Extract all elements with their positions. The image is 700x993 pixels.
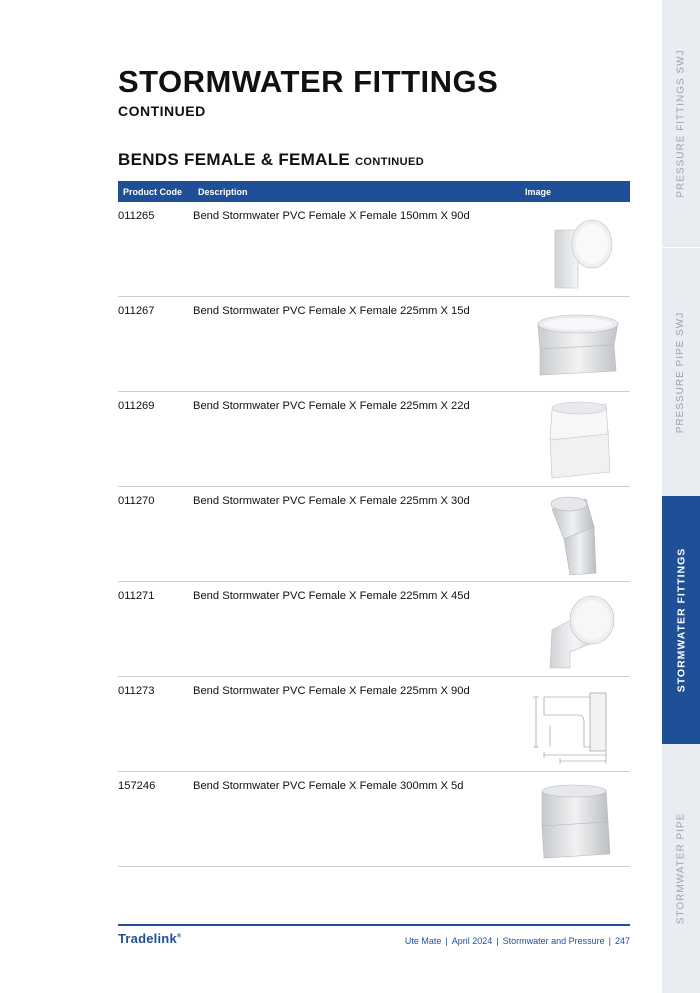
product-code: 157246 (118, 780, 156, 792)
bend-15-image (530, 305, 625, 385)
product-description: Bend Stormwater PVC Female X Female 225mm X 90d (193, 685, 470, 697)
bend-45-image (530, 590, 625, 670)
tab-label: PRESSURE FITTINGS SWJ (675, 49, 687, 198)
table-header (118, 181, 630, 202)
tab-pressure-pipe-swj[interactable] (662, 248, 700, 496)
product-description: Bend Stormwater PVC Female X Female 225mm X 30d (193, 495, 470, 507)
product-code: 011269 (118, 400, 155, 412)
bend-5-image (530, 780, 625, 860)
logo-mark: ® (176, 933, 182, 940)
logo-text: Tradelink (118, 931, 177, 946)
footer-category: Stormwater and Pressure (502, 936, 605, 946)
tab-label: STORMWATER FITTINGS (675, 547, 688, 693)
table-row (118, 487, 630, 582)
tab-pressure-fittings-swj[interactable] (662, 0, 700, 247)
product-code: 011271 (118, 590, 155, 602)
section-title: BENDS FEMALE & FEMALE (118, 150, 351, 169)
product-description: Bend Stormwater PVC Female X Female 300mm X 5d (193, 780, 464, 792)
tab-label: STORMWATER PIPE (675, 812, 687, 925)
tab-stormwater-fittings[interactable] (662, 496, 700, 744)
footer-info: Ute Mate | April 2024 | Stormwater and Pressure | 247 (404, 936, 630, 946)
section-tabs (662, 0, 700, 993)
page-title: STORMWATER FITTINGS (118, 64, 499, 99)
header-image: Image (525, 187, 552, 197)
product-code: 011267 (118, 305, 155, 317)
product-code: 011273 (118, 685, 155, 697)
product-description: Bend Stormwater PVC Female X Female 225mm X 22d (193, 400, 470, 412)
elbow-90-diagram-image (530, 685, 625, 765)
table-row (118, 677, 630, 772)
product-description: Bend Stormwater PVC Female X Female 225mm X 45d (193, 590, 470, 602)
table-row (118, 297, 630, 392)
product-code: 011265 (118, 210, 155, 222)
page-subtitle: CONTINUED (118, 103, 206, 119)
tab-label: PRESSURE PIPE SWJ (675, 311, 687, 433)
bend-30-image (530, 495, 625, 575)
footer-divider (118, 924, 630, 926)
product-code: 011270 (118, 495, 155, 507)
section-suffix: CONTINUED (355, 156, 425, 168)
elbow-90-image (530, 210, 625, 290)
footer-product: Ute Mate (404, 936, 442, 946)
product-table (118, 181, 630, 867)
page-number: 247 (614, 936, 630, 946)
section-heading (118, 150, 424, 170)
table-row (118, 392, 630, 487)
product-description: Bend Stormwater PVC Female X Female 150mm X 90d (193, 210, 470, 222)
footer-date: April 2024 (451, 936, 493, 946)
tab-stormwater-pipe[interactable] (662, 744, 700, 993)
tradelink-logo (118, 931, 182, 946)
header-description: Description (198, 187, 248, 197)
table-row (118, 582, 630, 677)
product-description: Bend Stormwater PVC Female X Female 225mm X 15d (193, 305, 470, 317)
header-product-code: Product Code (123, 187, 183, 197)
bend-22-image (530, 400, 625, 480)
table-row (118, 772, 630, 867)
table-row (118, 202, 630, 297)
